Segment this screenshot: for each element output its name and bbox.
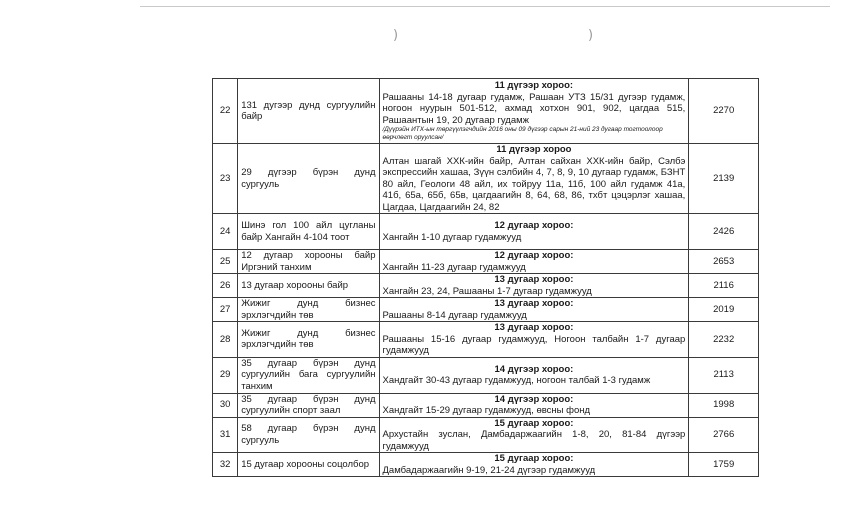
polling-place: 35 дугаар бүрэн дунд сургуулийн спорт заал — [238, 393, 379, 417]
khoroo-label: 13 дугаар хороо: — [494, 298, 574, 309]
voter-count: 1759 — [689, 453, 759, 477]
area-description — [379, 322, 689, 358]
area-description — [379, 250, 689, 274]
area-description — [379, 393, 689, 417]
area-description — [379, 417, 689, 453]
khoroo-label: 12 дугаар хороо: — [494, 220, 574, 231]
area-description — [379, 453, 689, 477]
area-description — [379, 357, 689, 393]
table-row — [213, 298, 759, 322]
table-row — [213, 250, 759, 274]
voter-count: 1998 — [689, 393, 759, 417]
row-number: 27 — [213, 298, 238, 322]
voter-count: 2766 — [689, 417, 759, 453]
area-description — [379, 214, 689, 250]
polling-place: Жижиг дунд бизнес эрхлэгчдийн төв — [238, 298, 379, 322]
polling-place: 131 дугээр дунд сургуулийн байр — [238, 79, 379, 144]
khoroo-label: 15 дугаар хороо: — [494, 417, 574, 429]
table-row — [213, 214, 759, 250]
area-text: Алтан шагай ХХК-ийн байр, Алтан сайхан ХХК-ийн байр, Сэлбэ экспрессийн хашаа, Зүүн сэлбийн 4, 7, 8, 9, 10 дугаар гудамж, БЗНТ 80 айл, Геологи 48 айл, их тойруу 11а, 11б, 100 айл гудамж 41а, 41б, 65а, 65б, 65в, цагдаагийн 8, 64, 68, 86, тхбт цэцэрлэг хашаа, Цагдаа, Цагдаагийн 24, 82 — [382, 155, 686, 213]
table-row — [213, 453, 759, 477]
row-number: 31 — [213, 417, 238, 453]
binder-hole-mark-right: ) — [588, 28, 594, 43]
row-number: 30 — [213, 393, 238, 417]
page-top-border — [140, 6, 830, 7]
row-number: 23 — [213, 144, 238, 214]
row-number: 26 — [213, 274, 238, 298]
table-row — [213, 417, 759, 453]
voter-count: 2019 — [689, 298, 759, 322]
row-number: 24 — [213, 214, 238, 250]
khoroo-label: 12 дугаар хороо: — [494, 250, 574, 261]
polling-stations-table — [212, 78, 759, 477]
row-number: 22 — [213, 79, 238, 144]
table-row — [213, 393, 759, 417]
area-text: Рашааны 8-14 дугаар гудамжууд — [382, 309, 527, 321]
area-text: Рашааны 15-16 дугаар гудамжууд, Ногоон талбайн 1-7 дугаар гудамжууд — [382, 333, 686, 356]
khoroo-label: 11 дүгээр хороо: — [494, 80, 574, 91]
area-text: Архустайн зуслан, Дамбадаржаагийн 1-8, 20, 81-84 дүгээр гудамжууд — [382, 429, 686, 452]
voter-count: 2653 — [689, 250, 759, 274]
voter-count: 2270 — [689, 79, 759, 144]
voter-count: 2139 — [689, 144, 759, 214]
area-text: Рашааны 14-18 дугаар гудамж, Рашаан УТЗ 15/31 дугээр гудамж, ногоон нуурын 501-512, ахмад хотхон 901, 902, цагдаа 515, Рашаантын 19, 20 дугаар гудамж — [382, 91, 686, 126]
voter-count: 2113 — [689, 357, 759, 393]
amendment-note: /Дүүрэйн ИТХ-ын төргүүлэгчдийн 2016 оны 09 дүгээр сарын 21-ний 23 дугаар тогтоолоор өөрчлөгт оруулсан/ — [382, 126, 663, 141]
polling-place: 13 дугаар хорооны байр — [238, 274, 379, 298]
khoroo-label: 14 дүгээр хороо: — [494, 363, 574, 375]
table-row — [213, 357, 759, 393]
voter-count: 2116 — [689, 274, 759, 298]
khoroo-label: 14 дүгээр хороо: — [494, 393, 574, 405]
polling-place: 35 дугаар бүрэн дунд сургуулийн бага сургуулийн танхим — [238, 357, 379, 393]
polling-place: Шинэ гол 100 айл цугланы байр Хангайн 4-104 тоот — [238, 214, 379, 250]
area-description — [379, 144, 689, 214]
polling-place: 12 дугаар хорооны байр Иргэний танхим — [238, 250, 379, 274]
area-text: Хангайн 11-23 дугаар гудамжууд — [382, 261, 526, 273]
polling-place: 58 дугаар бүрэн дунд сургууль — [238, 417, 379, 453]
table-row — [213, 274, 759, 298]
row-number: 28 — [213, 322, 238, 358]
table-row — [213, 144, 759, 214]
polling-place: 15 дугаар хорооны соцолбор — [238, 453, 379, 477]
table-row — [213, 322, 759, 358]
khoroo-label: 13 дугаар хороо: — [494, 274, 574, 285]
area-text: Хангайн 1-10 дугаар гудамжууд — [382, 231, 522, 243]
area-text: Хандгайт 15-29 дугаар гудамжууд, өвсны фонд — [382, 405, 591, 416]
row-number: 25 — [213, 250, 238, 274]
voter-count: 2426 — [689, 214, 759, 250]
khoroo-label: 11 дүгээр хороо — [496, 144, 572, 155]
area-text: Дамбадаржаагийн 9-19, 21-24 дүгээр гудамжууд — [382, 464, 596, 476]
polling-place: 29 дүгээр бүрэн дунд сургууль — [238, 144, 379, 214]
khoroo-label: 15 дугаар хороо: — [494, 453, 574, 464]
table-row — [213, 79, 759, 144]
binder-hole-mark-left: ) — [393, 28, 399, 43]
area-text: Хандгайт 30-43 дугаар гудамжууд, ногоон талбай 1-3 гудамж — [382, 375, 651, 386]
polling-place: Жижиг дунд бизнес эрхлэгчдийн төв — [238, 322, 379, 358]
voter-count: 2232 — [689, 322, 759, 358]
khoroo-label: 13 дугаар хороо: — [494, 322, 574, 333]
row-number: 32 — [213, 453, 238, 477]
area-text: Хангайн 23, 24, Рашааны 1-7 дугаар гудамжууд — [382, 285, 592, 297]
area-description — [379, 298, 689, 322]
area-description — [379, 274, 689, 298]
row-number: 29 — [213, 357, 238, 393]
area-description — [379, 79, 689, 144]
